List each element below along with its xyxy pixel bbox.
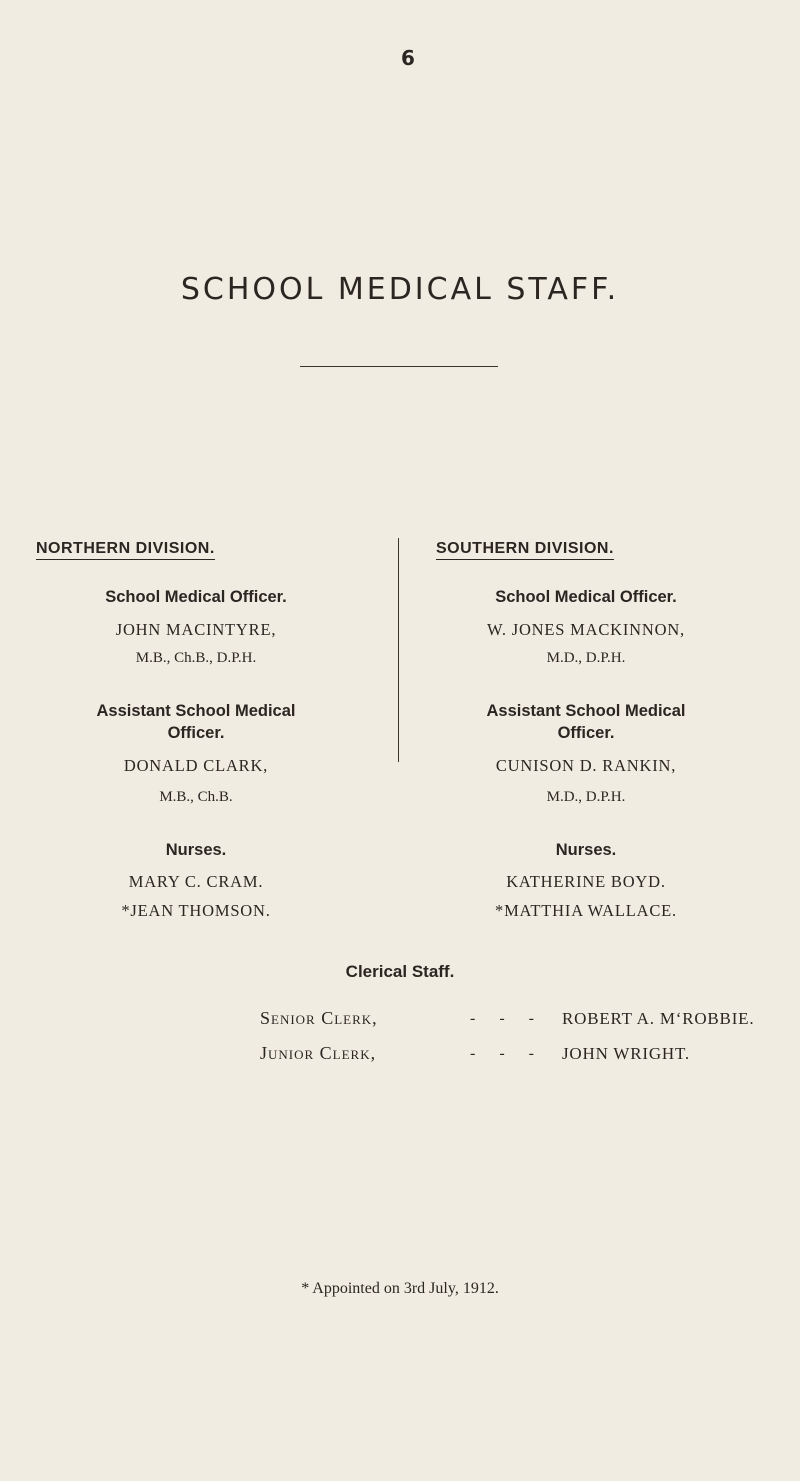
column-divider	[398, 538, 399, 762]
southern-nurse-1: KATHERINE BOYD.	[506, 872, 666, 891]
southern-asmo-name: CUNISON D. RANKIN,	[495, 756, 677, 775]
title-rule	[300, 366, 498, 367]
junior-clerk-label: Junior Clerk,	[260, 1043, 377, 1063]
northern-asmo-name: DONALD CLARK,	[123, 756, 269, 775]
page-number: 6	[401, 46, 415, 70]
junior-clerk-name: JOHN WRIGHT.	[562, 1044, 690, 1063]
southern-smo-role: School Medical Officer.	[495, 588, 677, 606]
northern-smo-qualifications: M.B., Ch.B., D.P.H.	[135, 650, 257, 666]
northern-nurse-1: MARY C. CRAM.	[128, 872, 264, 891]
southern-nurse-2: *MATTHIA WALLACE.	[495, 901, 677, 920]
footnote: * Appointed on 3rd July, 1912.	[301, 1280, 499, 1297]
page-title: SCHOOL MEDICAL STAFF.	[180, 272, 620, 307]
senior-clerk-label: Senior Clerk,	[260, 1008, 378, 1028]
northern-asmo-qualifications: M.B., Ch.B.	[159, 789, 233, 805]
northern-nurses-role: Nurses.	[165, 841, 227, 859]
clerical-staff-heading: Clerical Staff.	[345, 962, 455, 981]
junior-clerk-leader: - - -	[470, 1045, 544, 1062]
northern-smo-name: JOHN MACINTYRE,	[115, 620, 277, 639]
senior-clerk-name: ROBERT A. M‘ROBBIE.	[562, 1009, 755, 1028]
northern-nurse-2: *JEAN THOMSON.	[121, 901, 271, 920]
southern-asmo-qualifications: M.D., D.P.H.	[546, 789, 626, 805]
northern-division-heading: NORTHERN DIVISION.	[36, 540, 215, 560]
southern-division-heading: SOUTHERN DIVISION.	[436, 540, 614, 560]
southern-asmo-role: Assistant School Medical Officer.	[486, 702, 686, 742]
southern-nurses-role: Nurses.	[555, 841, 617, 859]
senior-clerk-leader: - - -	[470, 1010, 544, 1027]
southern-smo-qualifications: M.D., D.P.H.	[546, 650, 626, 666]
northern-smo-role: School Medical Officer.	[105, 588, 287, 606]
northern-asmo-role: Assistant School Medical Officer.	[96, 702, 296, 742]
southern-smo-name: W. JONES MACKINNON,	[487, 620, 685, 639]
